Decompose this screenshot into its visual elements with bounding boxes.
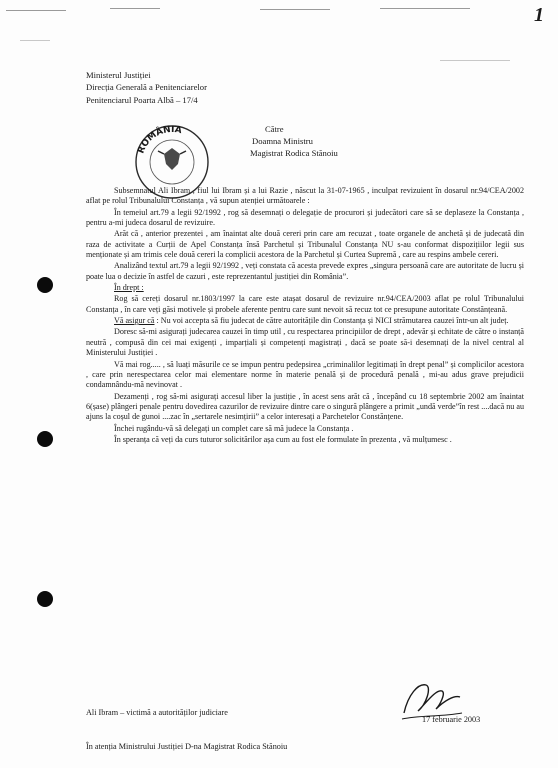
scan-noise xyxy=(440,60,510,61)
punch-hole xyxy=(37,431,53,447)
footer-attention: În atenția Ministrului Justiției D-na Magistrat Rodica Stănoiu xyxy=(86,742,288,751)
scan-noise xyxy=(20,40,50,41)
punch-hole xyxy=(37,277,53,293)
scan-noise xyxy=(110,8,160,9)
paragraph-closing-request: Închei rugându-vă să delegați un complet care să mă judece la Constanța . xyxy=(114,423,354,433)
paragraph-punishment: Vă mai rog..... , să luați măsurile ce se impun pentru pedepsirea „criminalilor legitimați în drept penal” și complicilor acestora , care prin nerespectarea celor mai elementare norme în materie penală și de procedură penală , mi-au adus grave prejudicii condamnându-mă nevinovat . xyxy=(86,359,524,390)
paragraph-request: În temeiul art.79 a legii 92/1992 , rog să desemnați o delegație de procurori și judecători care să se deplaseze la Constanța , pentru a-mi judeca dosarul de revizuire. xyxy=(86,207,524,228)
paragraph-heading-law: În drept : xyxy=(114,283,144,293)
scan-noise xyxy=(260,9,330,10)
signatory-line: Ali Ibram – victimă a autorităților judiciare xyxy=(86,708,228,717)
paragraph-intro: Subsemnatul Ali Ibram , fiul lui Ibram și a lui Razie , născut la 31-07-1965 , inculpat revizuient în dosarul nr.94/CEA/2002 aflat pe rolul Tribunalului Constanța , vă supun atenției următoarele : xyxy=(86,186,524,206)
stamp-text: ROMÂNIA xyxy=(136,124,183,156)
recipient-title: Doamna Ministru xyxy=(252,136,313,146)
recipient-to: Către xyxy=(265,124,284,134)
paragraph-legal-text: Analizând textul art.79 a legii 92/1992 , veți constata că acesta prevede expres „singura persoană care are autoritate de lucru și poate lua o decizie în astfel de cazuri , este reprezentantul justiției din România”. xyxy=(86,261,524,281)
sender-penitentiary: Penitenciarul Poarta Albă – 17/4 xyxy=(86,95,198,105)
paragraph-fair-trial: Doresc să-mi asigurați judecarea cauzei în timp util , cu respectarea principiilor de drept , adevăr și echitate de către o instanță neutră , compusă din cei mai exigenți , imparțiali și competenți magistrați , dacă se poate să-i desemnați de la nivel central al Ministerului Justiției . xyxy=(86,327,524,358)
scan-noise xyxy=(6,10,66,11)
sender-ministry: Ministerul Justiției xyxy=(86,70,151,80)
paragraph-file-request: Rog să cereți dosarul nr.1803/1997 la care este atașat dosarul de revizuire nr.94/CEA/2003 aflat pe rolul Tribunalului Constanța , în care veți găsi motivele și probele aferente pentru care sunt nevoit să recuz tot ce presupune autoritate Constănțeană. xyxy=(86,294,524,314)
punch-hole xyxy=(37,591,53,607)
paragraph-access-justice: Dezamenți , rog să-mi asigurați accesul liber la justiție , în acest sens arăt că , începând cu 18 septembrie 2002 am înaintat 6(șase) plângeri penale pentru dovedirea cazurilor de revizuire dintre care o singură plângere a primit „undă verde”în rest ....dacă nu au ajuns la coșul de gunoi ....zac în „sertarele nesimțirii” a celor interesați a Parchetelor Constănțene. xyxy=(86,391,524,422)
letter-body xyxy=(86,186,524,445)
paragraph-assurance xyxy=(86,316,524,326)
sender-directorate: Direcția Generală a Penitenciarelor xyxy=(86,82,207,92)
assurance-text: : Nu voi accepta să fiu judecat de către autoritățile din Constanța și NICI strămutarea cauzei într-un alt județ. xyxy=(154,316,509,326)
scan-noise xyxy=(380,8,470,9)
paragraph-background: Arăt că , anterior prezentei , am înaintat alte două cereri prin care am recuzat , toate organele de anchetă și de judecată din raza de activitate a Curții de Apel Constanța însă Parchetul și Tribunalul Constanța NU s-au conformat dispozițiilor legii sus menționate și am trimis cele două cereri la complicii acestora de la Parchetul și Curtea Supremă , care au respins ambele cereri. xyxy=(86,229,524,260)
page-number: 1 xyxy=(534,4,544,26)
letter-date: 17 februarie 2003 xyxy=(422,715,481,724)
recipient-name: Magistrat Rodica Stănoiu xyxy=(250,148,338,158)
assurance-lead: Vă asigur că xyxy=(114,316,155,326)
paragraph-thanks: În speranța că veți da curs tuturor solicitărilor așa cum au fost ele formulate în prezenta , vă mulțumesc . xyxy=(114,434,452,444)
